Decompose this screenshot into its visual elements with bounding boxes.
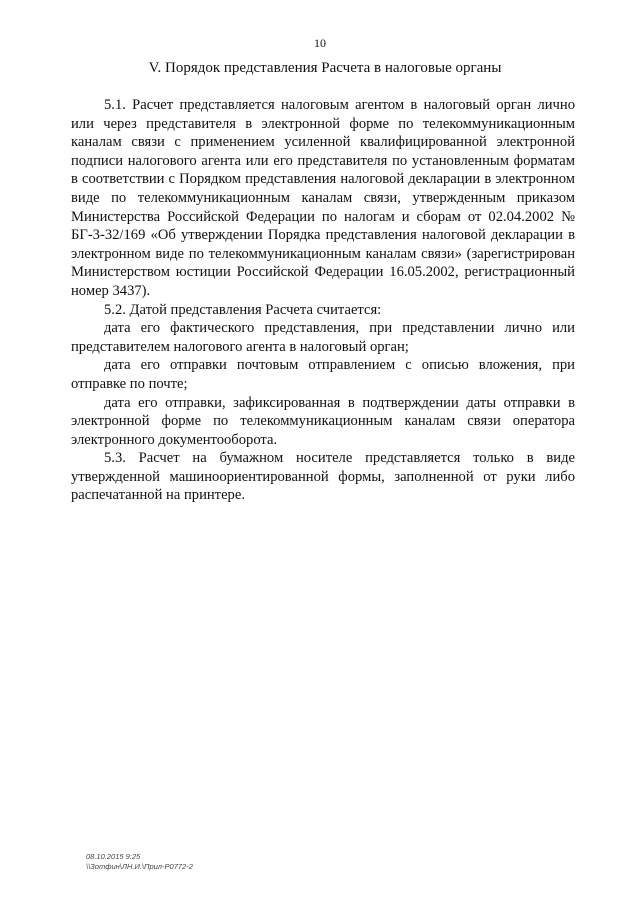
page-number: 10: [314, 36, 326, 50]
section-title: V. Порядок представления Расчета в налоговые органы: [148, 60, 502, 76]
paragraph-5-3: 5.3. Расчет на бумажном носителе представляется только в виде утвержденной машиноориентированной формы, заполненной от руки либо распечатанной на принтере.: [71, 450, 575, 504]
paragraph-5-2-item-electronic: дата его отправки, зафиксированная в подтверждении даты отправки в электронной форме по телекоммуникационным каналам связи оператора электронного документооборота.: [71, 394, 575, 448]
document-body: [71, 96, 575, 505]
paragraph-5-2: 5.2. Датой представления Расчета считается:: [104, 301, 382, 318]
document-footer: [86, 852, 193, 871]
paragraph-5-2-item-in-person: дата его фактического представления, при представлении лично или представителем налогового агента в налоговый орган;: [71, 320, 575, 355]
footer-file-path: \\Зотфин\ЛН.И.\Прил-Р0772-2: [86, 861, 193, 871]
paragraph-5-1: 5.1. Расчет представляется налоговым агентом в налоговый орган лично или через представителя в электронной форме по телекоммуникационным каналам связи с применением усиленной квалифицированной электронной подписи налогового агента или его представителя по установленным форматам в соответствии с Порядком представления налоговой декларации в электронном виде по телекоммуникационным каналам связи, утвержденным приказом Министерства Российской Федерации по налогам и сборам от 02.04.2002 № БГ-3-32/169 «Об утверждении Порядка представления налоговой декларации в электронном виде по телекоммуникационным каналам связи» (зарегистрирован Министерством юстиции Российской Федерации 16.05.2002, регистрационный номер 3437).: [71, 97, 575, 299]
footer-timestamp: 08.10.2015 9:25: [86, 852, 141, 861]
paragraph-5-2-item-post: дата его отправки почтовым отправлением с описью вложения, при отправке по почте;: [71, 357, 575, 392]
